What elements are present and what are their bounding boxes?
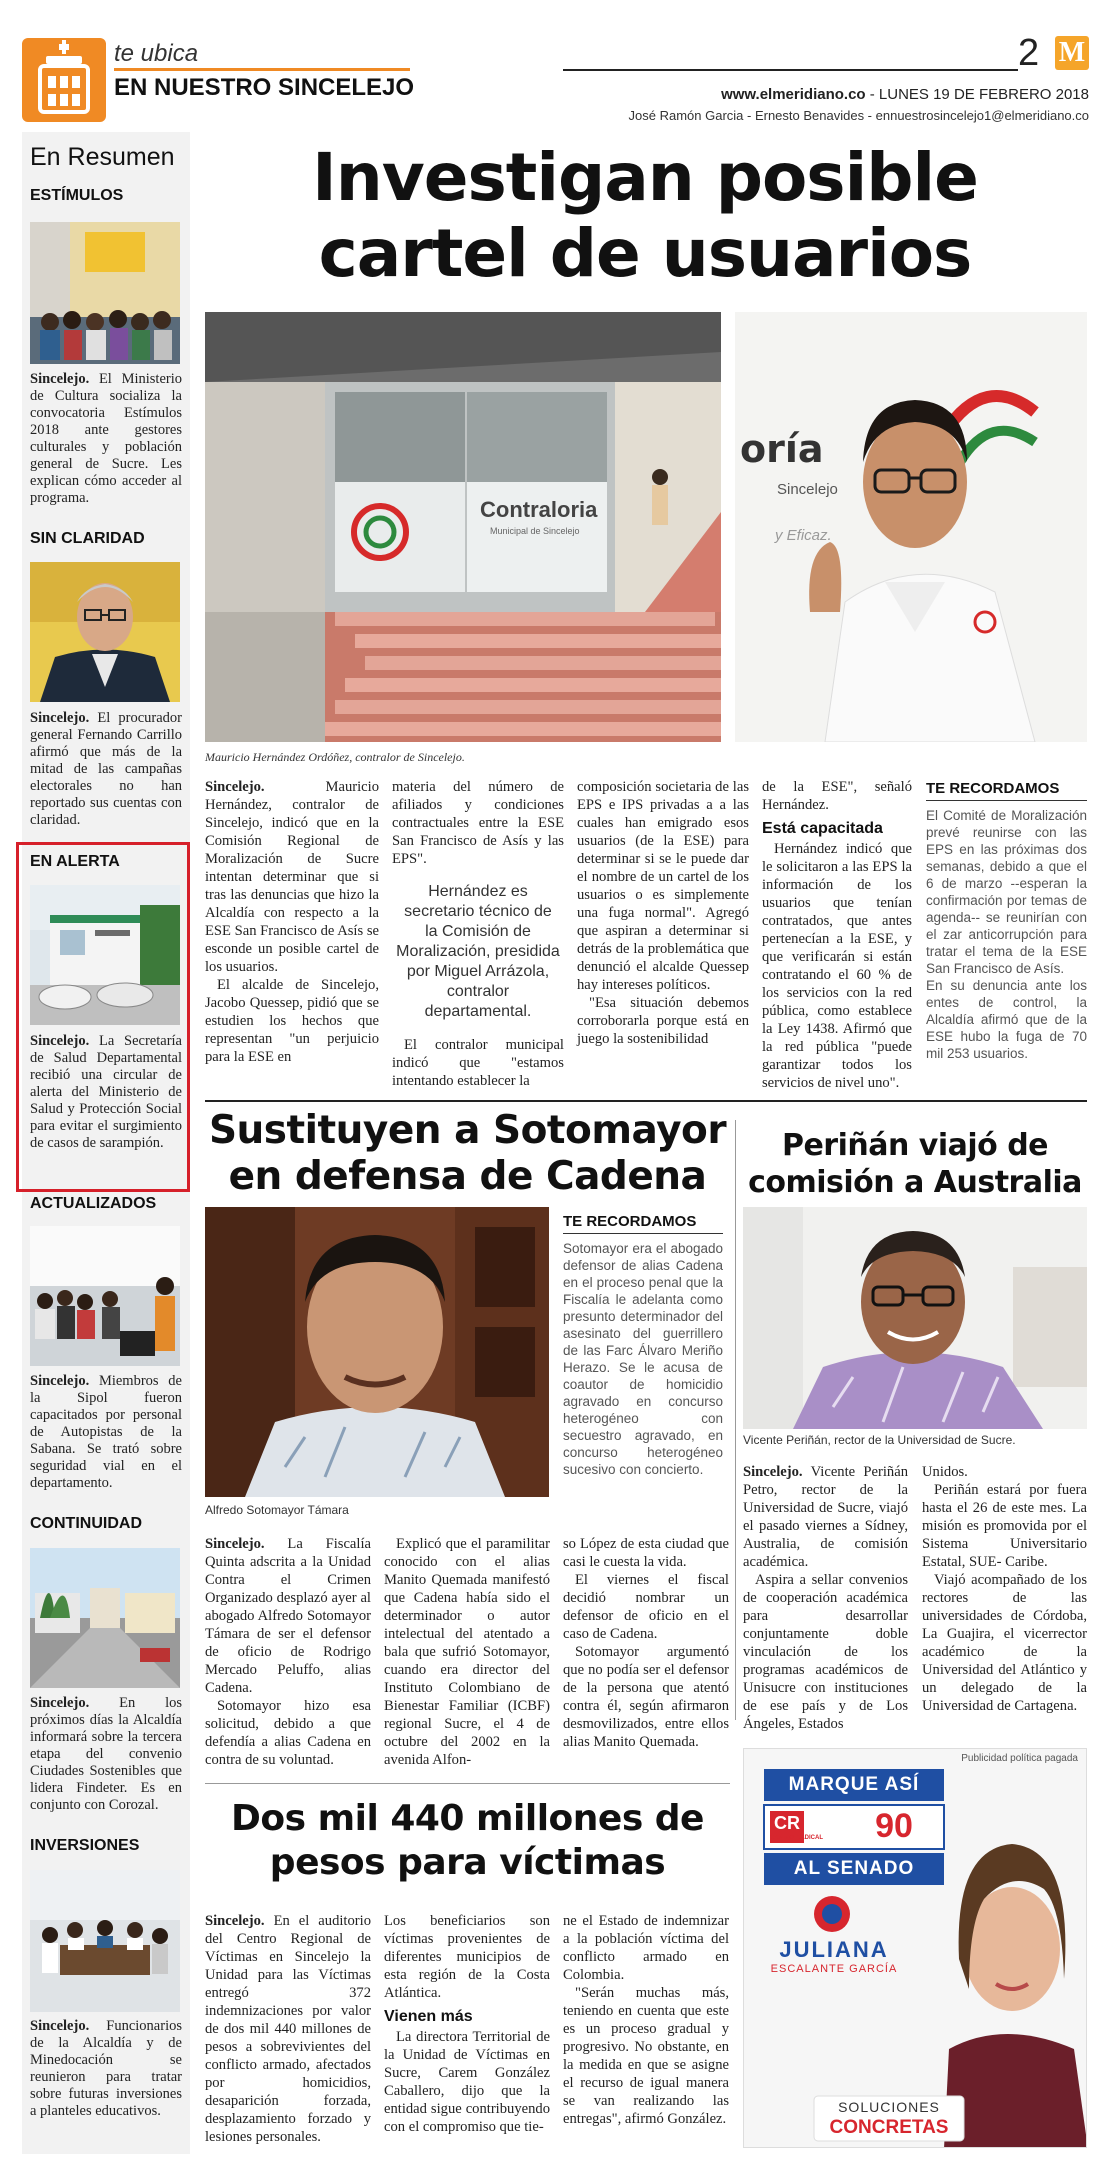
sidebar-heading: EN ALERTA	[30, 853, 120, 870]
candidate-last-name: ESCALANTE GARCÍA	[770, 1963, 898, 1975]
sidebar-item-text: Sincelejo. Miembros de la Sipol fueron capacitados por personal de Autopistas de la Sabana. Se trató sobre seguridad vial en el departamento.	[30, 1373, 182, 1491]
ad-slogan-line2: CONCRETAS	[829, 2117, 949, 2138]
main-story-col1: Sincelejo. Mauricio Hernández, contralor de Sincelejo, indicó que en la Comisión Regional de Moralización de Sucre intentan determinar que si tras las denuncias que hizo la Alcaldía con respecto a la ESE San Francisco de Asís se esconde un posible cartel de los usuarios. El alcalde de Sincelejo, Jacobo Quessep, pidió que se estudien los hechos que representan "un perjuicio para la ESE en	[205, 779, 379, 1065]
perinan-headline: Periñán viajó de comisión a Australia	[748, 1128, 1082, 1200]
main-story-col3: composición societaria de las EPS e IPS privadas a a las cuales han emigrado esos usuarios (de la ESE) para determinar si se le puede dar el nombre de un cartel de los usuarios o es simplemente una fuga normal". Agregó que aspiran a determinar si detrás de la problemática que denunció el alcalde Quessep hay intereses políticos. "Esa situación debemos corroborarla porque está en juego la sostenibilidad	[577, 779, 749, 1047]
issue-date: - LUNES 19 DE FEBRERO 2018	[865, 86, 1089, 103]
sidebar-photo-procurador	[30, 562, 180, 702]
political-ad[interactable]	[743, 1748, 1087, 2148]
sidebar-item-text: Sincelejo. La Secretaría de Salud Departamental recibió una circular de alerta del Ministerio de Salud y Protección Social para evitar el surgimiento de casos de sarampión.	[30, 1033, 182, 1151]
sidebar-item-text: Sincelejo. Funcionarios de la Alcaldía y de Minedocación se reunieron para tratar sobre futuras inversiones a planteles educativos.	[30, 2018, 182, 2119]
sotomayor-col3: so López de esta ciudad que casi le cuesta la vida. El viernes el fiscal decidió nombrar un defensor de oficio en el caso de Cadena. Sotomayor argumentó que no podía ser el defensor de la persona que atentó contra él, según afirmaron desmovilizados, entre ellos alias Manito Quemada.	[563, 1536, 729, 1750]
party-logo: CR	[774, 1813, 800, 1833]
victimas-col3: ne el Estado de indemnizar a la población víctima del conflicto armado en Colombia. "Serán muchas más, teniendo en cuenta que este es un proceso gradual y progresivo. No obstante, en la medida en que se asigne el recurso de igual manera se van realizando las entregas", afirmó González.	[563, 1913, 729, 2127]
authors-line: José Ramón Garcia - Ernesto Benavides - ennuestrosincelejo1@elmeridiano.co	[628, 108, 1089, 123]
photo-wall-text: oría	[740, 427, 824, 471]
sotomayor-headline: Sustituyen a Sotomayor en defensa de Cadena	[208, 1108, 727, 1199]
victimas-col2: Los beneficiarios son víctimas provenientes de diferentes municipios de esta región de la Costa Atlántica. Vienen más La directora Territorial de la Unidad de Víctimas en Sucre, Carem González Caballero, dijo que la entidad sigue contribuyendo con el compromiso que tie-	[384, 1913, 550, 2135]
sidebar-heading: CONTINUIDAD	[30, 1515, 142, 1532]
subheading: Está capacitada	[762, 820, 883, 837]
header-divider	[114, 68, 410, 71]
section-logo	[22, 38, 106, 122]
sidebar-heading: INVERSIONES	[30, 1837, 140, 1854]
sotomayor-col1: Sincelejo. La Fiscalía Quinta adscrita a la Unidad Contra el Crimen Organizado desplazó ayer al abogado Alfredo Sotomayor Támara de ser el defensor de oficio de Rodrigo Mercado Peluffo, alias Cadena. Sotomayor hizo esa solicitud, debido a que defendía a alias Cadena en contra de su voluntad.	[205, 1536, 371, 1768]
header-top-rule	[563, 69, 1018, 71]
sotomayor-photo-caption: Alfredo Sotomayor Támara	[205, 1503, 349, 1517]
section-kicker: te ubica	[114, 40, 199, 67]
main-photo-caption: Mauricio Hernández Ordóñez, contralor de Sincelejo.	[205, 750, 465, 764]
sidebar-photo-capacitacion	[30, 1226, 180, 1366]
sidebar-photo-reunion	[30, 1870, 180, 2012]
te-recordamos-box: TE RECORDAMOS El Comité de Moralización prevé reunirse con las EPS en las próximas dos semanas, debido a que el 6 de marzo --esperan la confirmación por temas de agenda-- se reunirían con el zar anticorrupción para tratar el tema de la ESE San Francisco de Asís. En su denuncia ante los entes de control, la Alcaldía afirmó que de la ESE hubo la fuga de 70 mil 253 usuarios.	[926, 780, 1087, 1061]
sidebar-heading: ACTUALIZADOS	[30, 1195, 157, 1212]
section-title: EN NUESTRO SINCELEJO	[114, 74, 415, 101]
brand-logo: M	[1055, 36, 1089, 70]
sidebar-item-text: Sincelejo. El procurador general Fernando Carrillo afirmó que más de la mitad de las campañas electorales no han reportado sus cuentas con claridad.	[30, 710, 182, 828]
perinan-col1: Sincelejo. Vicente Periñán Petro, rector de la Universidad de Sucre, viajó el pasado viernes a Sídney, Australia, de comisión académica. Aspira a sellar convenios de cooperación académica para desarrollar conjuntamente doble vinculación de los programas académicos de Unisucre con instituciones de ese país y de Los Ángeles, Estados	[743, 1464, 908, 1732]
ad-line1: MARQUE ASÍ	[788, 1774, 920, 1795]
victimas-headline: Dos mil 440 millones de pesos para víctimas	[231, 1798, 704, 1883]
sidebar-item-text: Sincelejo. En los próximos días la Alcaldía informará sobre la tercera etapa del convenio Ciudades Sostenibles que lidera Findeter. Es en conjunto con Corozal.	[30, 1695, 182, 1813]
sidebar-photo-ciudad	[30, 1548, 180, 1688]
sidebar-title: En Resumen	[30, 143, 175, 171]
sotomayor-col2: Explicó que el paramilitar conocido con el alias Manito Quemada manifestó que Cadena había sido el determinador o autor intelectual del atentado a bala que sufrió Sotomayor, cuando era director del Instituto Colombiano de Bienestar Familiar (ICBF) regional Sucre, el 4 de octubre del 2002 en la avenida Alfon-	[384, 1536, 550, 1768]
photo-wall-subtitle: Sincelejo	[777, 481, 838, 498]
sidebar-item-text: Sincelejo. El Ministerio de Cultura socializa la convocatoria Estímulos 2018 ante gestores culturales y población general de Sucre. Les explican cómo acceder al programa.	[30, 371, 182, 506]
sidebar-heading: SIN CLARIDAD	[30, 530, 145, 547]
te-recordamos-box: TE RECORDAMOS Sotomayor era el abogado defensor de alias Cadena en el proceso penal que la Fiscalía le adelanta como presunto determinador del asesinato del guerrillero de las Farc Álvaro Meriño Herazo. Se le acusa de coautor de homicidio agravado en concurso heterogéneo con secuestro agravado, en concurso heterogéneo sucesivo con concierto.	[563, 1213, 723, 1477]
main-headline: Investigan posible cartel de usuarios	[312, 139, 978, 292]
section-divider	[205, 1783, 730, 1784]
photo-wall-slogan: y Eficaz.	[775, 527, 832, 544]
page-number: 2	[1018, 32, 1040, 74]
party-name: CAMBIO RADICAL	[770, 1835, 823, 1841]
sidebar-photo-estimulos	[30, 222, 180, 364]
subheading: Vienen más	[384, 2008, 473, 2025]
dateline	[721, 86, 1089, 103]
sidebar-heading: ESTÍMULOS	[30, 187, 124, 204]
ad-disclaimer: Publicidad política pagada	[961, 1753, 1078, 1764]
candidate-number: 90	[875, 1807, 913, 1845]
photo-sign-subtitle: Municipal de Sincelejo	[490, 526, 580, 536]
main-story-col4: de la ESE", señaló Hernández. Está capacitada Hernández indicó que le solicitaron a las EPS la información de los usuarios que tenían contratados, que antes pertenecían a la ESE, y que verificarán si están contratando el 60 % de los servicios con la red pública, como establece la Ley 1438. Afirmó que la red pública "puede garantizar todos los servicios de nivel uno".	[762, 779, 912, 1091]
column-divider	[735, 1120, 736, 1720]
building-icon	[22, 38, 106, 122]
victimas-col1: Sincelejo. En el auditorio del Centro Regional de Víctimas en Sincelejo la Unidad para las Víctimas entregó 372 indemnizaciones por valor de dos mil 440 millones de pesos a sobrevivientes del conflicto armado, afectados por homicidios, desaparición forzada, desplazamiento forzado y lesiones personales.	[205, 1913, 371, 2145]
website-link[interactable]: www.elmeridiano.co	[721, 86, 866, 103]
te-recordamos-heading: TE RECORDAMOS	[563, 1213, 723, 1234]
photo-sign-contraloria: Contraloria	[480, 497, 598, 522]
candidate-first-name: JULIANA	[779, 1937, 889, 1962]
main-photo-contralor	[735, 312, 1087, 742]
main-story-col2: materia del número de afiliados y condiciones contractuales entre la ESE San Francisco de Asís y las EPS". Hernández es secretario técnico de la Comisión de Moralización, presidida por Miguel Arrázola, contralor departamental. El contralor municipal indicó que "estamos intentando establecer la	[392, 779, 564, 1089]
perinan-col2: Unidos. Periñán estará por fuera hasta el 26 de este mes. La misión es promovida por el Sistema Universitario Estatal, SUE- Caribe. Viajó acompañado de los rectores de las universidades de Córdoba, La Guajira, el vicerrector académico de la Universidad del Atlántico y un delegado de la Universidad de Cartagena.	[922, 1464, 1087, 1714]
sotomayor-photo	[205, 1207, 549, 1497]
perinan-photo-caption: Vicente Periñán, rector de la Universidad de Sucre.	[743, 1433, 1016, 1447]
te-recordamos-heading: TE RECORDAMOS	[926, 780, 1087, 801]
main-photo-contraloria	[205, 312, 721, 742]
pull-quote: Hernández es secretario técnico de la Comisión de Moralización, presidida por Miguel Arrázola, contralor departamental.	[396, 883, 560, 1020]
ad-slogan-line1: SOLUCIONES	[838, 2099, 940, 2115]
perinan-photo	[743, 1207, 1087, 1429]
sidebar-photo-salud	[30, 885, 180, 1025]
ad-line2: AL SENADO	[793, 1858, 915, 1879]
section-divider	[205, 1100, 1087, 1102]
